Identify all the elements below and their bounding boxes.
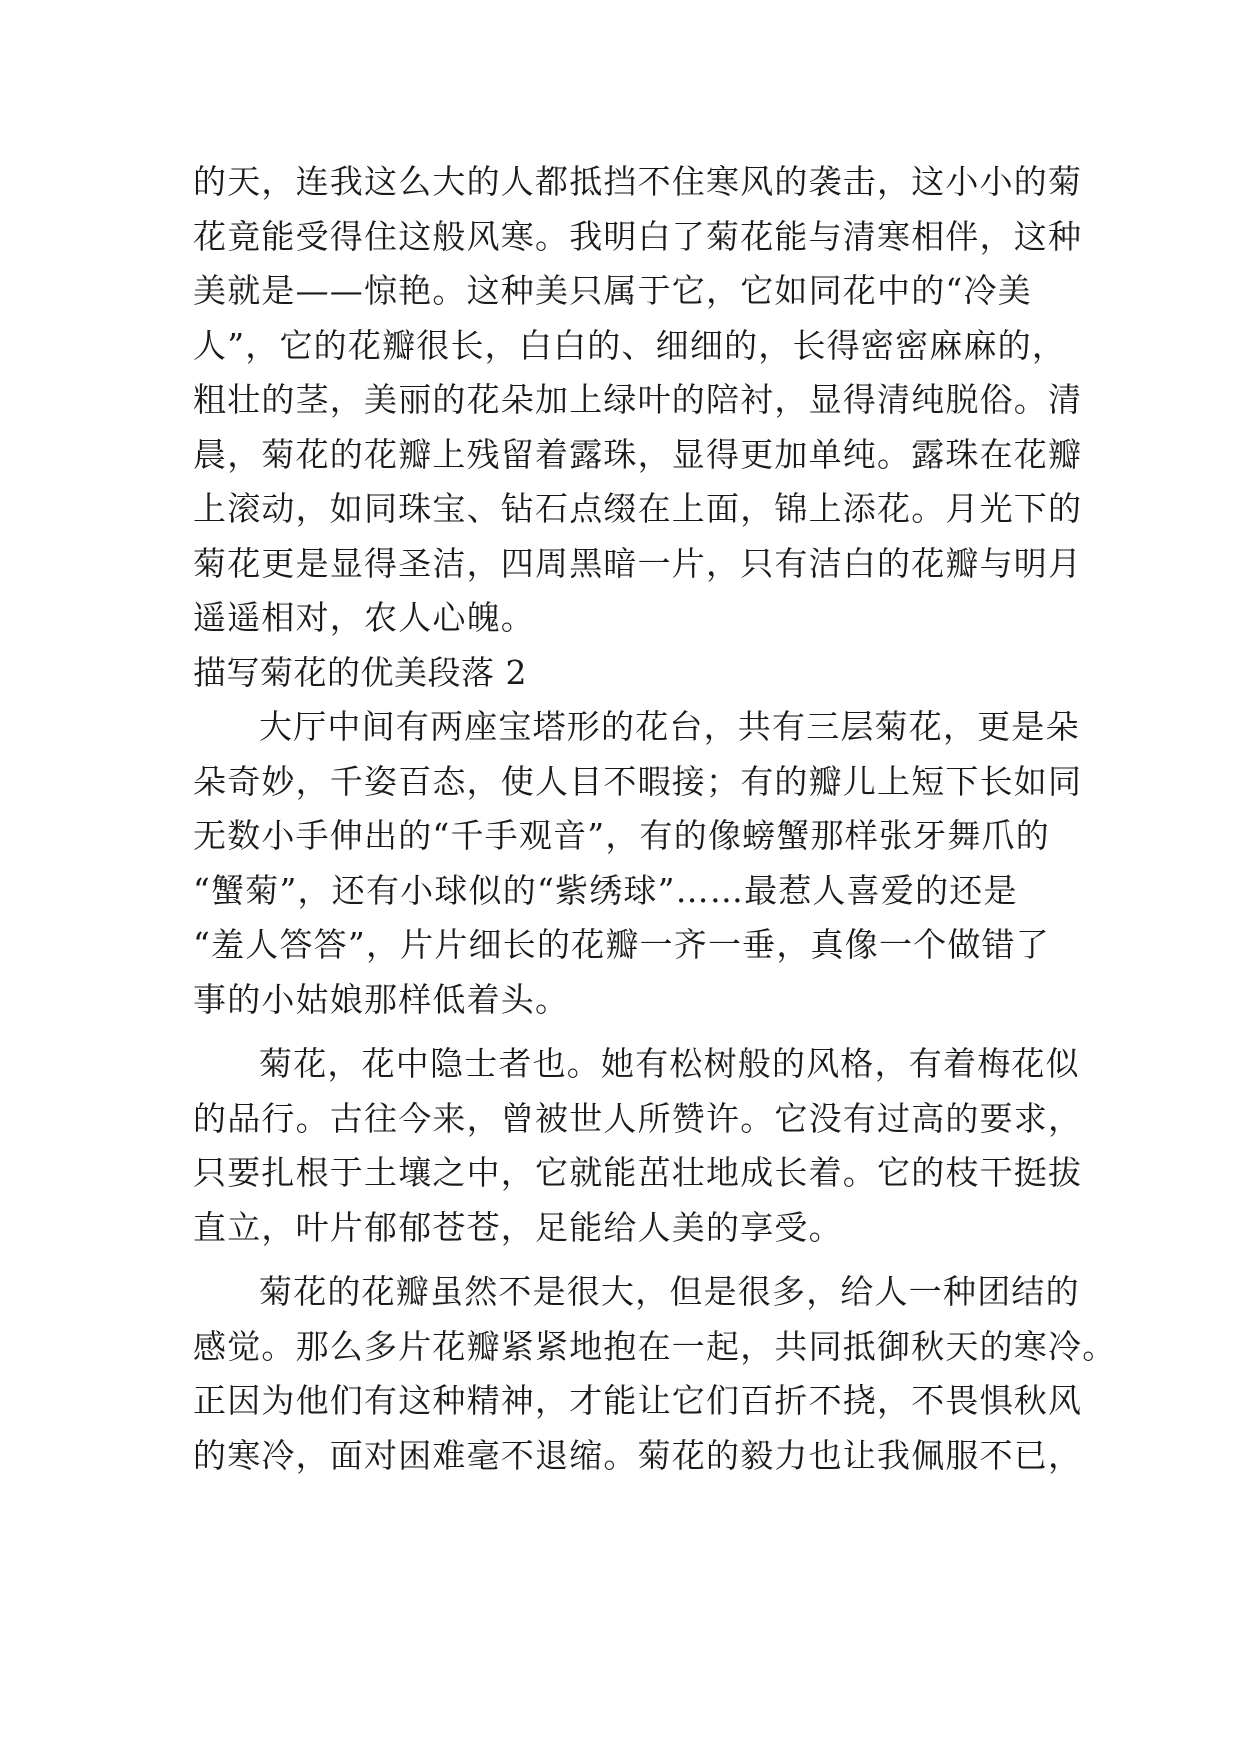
- text-line: 菊花更是显得圣洁，四周黑暗一片，只有洁白的花瓣与明月: [193, 543, 1083, 583]
- text-line: 的品行。古往今来，曾被世人所赞许。它没有过高的要求，: [193, 1098, 1083, 1138]
- paragraph-spacer: [193, 1255, 1055, 1265]
- text-line: 感觉。那么多片花瓣紧紧地抱在一起，共同抵御秋天的寒冷。: [193, 1326, 1117, 1366]
- text-line: 直立，叶片郁郁苍苍，足能给人美的享受。: [193, 1207, 843, 1247]
- text-line: 粗壮的茎，美丽的花朵加上绿叶的陪衬，显得清纯脱俗。清: [193, 380, 1083, 419]
- text-line: 只要扎根于土壤之中，它就能茁壮地成长着。它的枝干挺拔: [193, 1153, 1083, 1192]
- section-title: 描写菊花的优美段落 2: [193, 652, 527, 692]
- text-line: “蟹菊”，还有小球似的“紫绣球”……最惹人喜爱的还是: [193, 870, 1018, 910]
- text-line: 正因为他们有这种精神，才能让它们百折不挠，不畏惧秋风: [193, 1381, 1083, 1420]
- text-line: 遥遥相对，农人心魄。: [193, 598, 535, 637]
- text-line: 菊花，花中隐士者也。她有松树般的风格，有着梅花似: [259, 1044, 1080, 1083]
- text-line: “羞人答答”，片片细长的花瓣一齐一垂，真像一个做错了: [193, 925, 1050, 964]
- text-line: 事的小姑娘那样低着头。: [193, 979, 570, 1019]
- text-line: 的天，连我这么大的人都抵挡不住寒风的袭击，这小小的菊: [193, 162, 1083, 201]
- text-line: 无数小手伸出的“千手观音”，有的像螃蟹那样张牙舞爪的: [193, 816, 1050, 855]
- document-body: [193, 155, 1117, 1483]
- text-line: 美就是——惊艳。这种美只属于它，它如同花中的“冷美: [193, 271, 1032, 310]
- paragraph-2: [193, 1037, 1083, 1255]
- text-line: 晨，菊花的花瓣上残留着露珠，显得更加单纯。露珠在花瓣: [193, 434, 1083, 474]
- paragraph-1: [193, 700, 1083, 1027]
- paragraph-3: [193, 1265, 1117, 1483]
- text-line: 人”，它的花瓣很长，白白的、细细的，长得密密麻麻的，: [193, 325, 1067, 365]
- text-line: 菊花的花瓣虽然不是很大，但是很多，给人一种团结的: [259, 1272, 1080, 1311]
- text-line: 的寒冷，面对困难毫不退缩。菊花的毅力也让我佩服不已，: [193, 1435, 1083, 1475]
- text-line: 上滚动，如同珠宝、钻石点缀在上面，锦上添花。月光下的: [193, 489, 1083, 528]
- text-line: 花竟能受得住这般风寒。我明白了菊花能与清寒相伴，这种: [193, 216, 1083, 256]
- text-line: 朵奇妙，千姿百态，使人目不暇接；有的瓣儿上短下长如同: [193, 761, 1083, 801]
- intro-paragraph: [193, 155, 1083, 646]
- paragraph-spacer: [193, 1027, 1055, 1037]
- text-line: 大厅中间有两座宝塔形的花台，共有三层菊花，更是朵: [259, 707, 1080, 746]
